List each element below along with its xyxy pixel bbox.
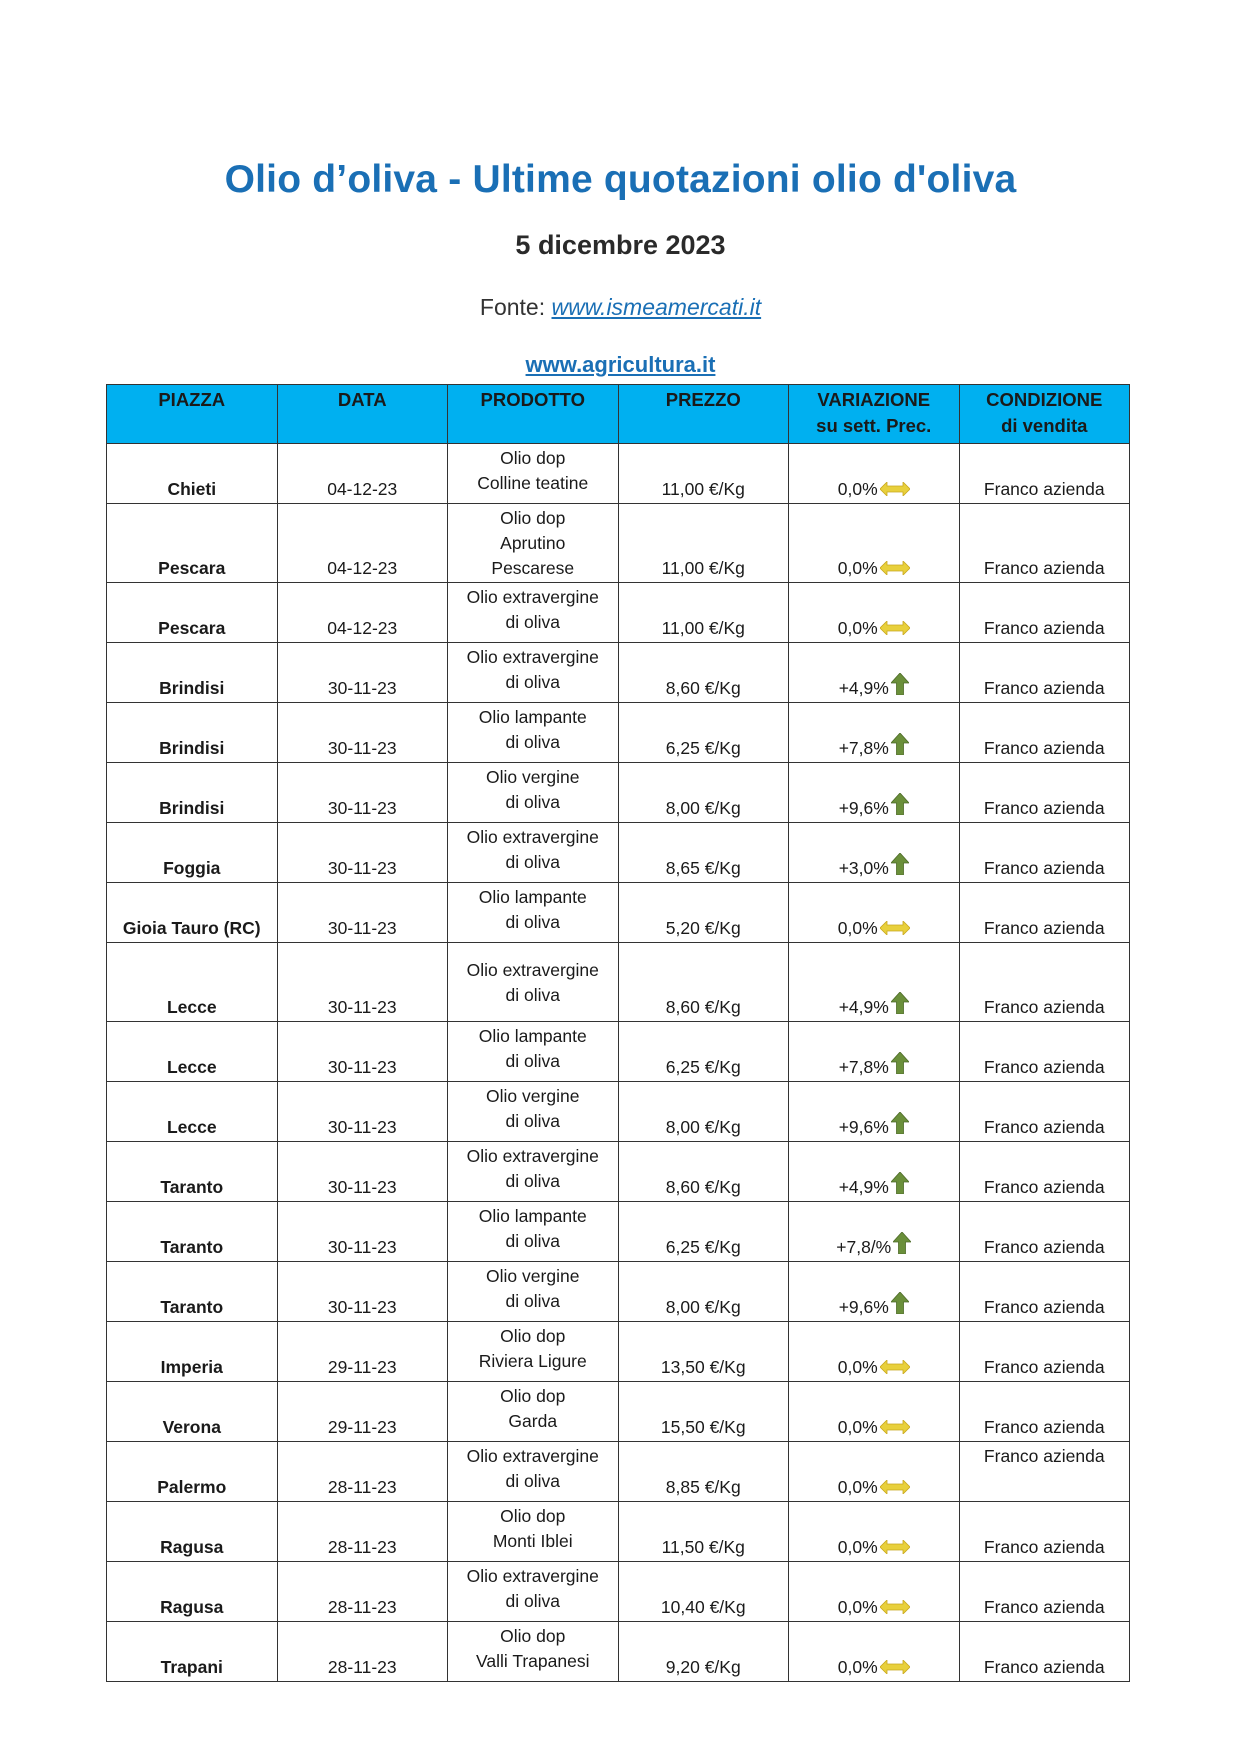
column-header-data: DATA: [277, 385, 448, 444]
double-arrow-icon: [880, 1420, 910, 1434]
cell-piazza: Lecce: [107, 943, 278, 1022]
cell-prodotto: [448, 1502, 619, 1562]
variation-text: 0,0%: [837, 1657, 878, 1677]
variation-value: [839, 1055, 909, 1080]
cell-variazione: [789, 1082, 960, 1142]
cell-prezzo: 6,25 €/Kg: [618, 1202, 789, 1262]
table-row: [107, 1262, 1130, 1322]
cell-condizione: Franco azienda: [959, 823, 1130, 883]
cell-prezzo: 8,00 €/Kg: [618, 1082, 789, 1142]
cell-prodotto: [448, 1442, 619, 1502]
cell-prodotto: [448, 643, 619, 703]
cell-variazione: [789, 504, 960, 583]
cell-prodotto: [448, 1082, 619, 1142]
variation-value: [839, 856, 909, 881]
cell-variazione: [789, 883, 960, 943]
cell-condizione: Franco azienda: [959, 1382, 1130, 1442]
cell-condizione: Franco azienda: [959, 1562, 1130, 1622]
product-line: di oliva: [505, 984, 560, 1005]
up-arrow-icon: [891, 1292, 909, 1314]
cell-prezzo: 8,85 €/Kg: [618, 1442, 789, 1502]
cell-piazza: Brindisi: [107, 643, 278, 703]
column-header-variazione: VARIAZIONE su sett. Prec.: [789, 385, 960, 444]
cell-data: 30-11-23: [277, 1022, 448, 1082]
cell-prodotto: [448, 943, 619, 1022]
report-date: 5 dicembre 2023: [515, 230, 726, 260]
cell-prezzo: 8,00 €/Kg: [618, 1262, 789, 1322]
cell-data: 30-11-23: [277, 943, 448, 1022]
double-arrow-icon: [880, 561, 910, 575]
cell-prezzo: 8,00 €/Kg: [618, 763, 789, 823]
cell-piazza: Taranto: [107, 1262, 278, 1322]
double-arrow-icon: [880, 921, 910, 935]
cell-piazza: Imperia: [107, 1322, 278, 1382]
product-line: Olio vergine: [486, 767, 580, 787]
table-row: [107, 823, 1130, 883]
product-line: Olio extravergine: [466, 587, 599, 607]
cell-variazione: [789, 1142, 960, 1202]
cell-condizione: Franco azienda: [959, 1622, 1130, 1682]
product-line: Monti Iblei: [492, 1531, 573, 1551]
cell-prodotto: [448, 763, 619, 823]
cell-variazione: [789, 1622, 960, 1682]
cell-prezzo: 6,25 €/Kg: [618, 703, 789, 763]
column-header-prodotto: PRODOTTO: [448, 385, 619, 444]
product-line: di oliva: [505, 792, 560, 812]
cell-prezzo: 11,00 €/Kg: [618, 504, 789, 583]
product-line: Garda: [508, 1411, 558, 1431]
cell-piazza: Brindisi: [107, 763, 278, 823]
cell-piazza: Ragusa: [107, 1562, 278, 1622]
variation-value: [839, 736, 909, 761]
variation-value: [838, 1415, 910, 1440]
cell-piazza: Chieti: [107, 444, 278, 504]
product-line: Olio lampante: [478, 887, 587, 907]
cell-piazza: Verona: [107, 1382, 278, 1442]
cell-piazza: Palermo: [107, 1442, 278, 1502]
variation-text: +9,6%: [838, 1297, 889, 1317]
product-line: di oliva: [505, 912, 560, 932]
variation-text: 0,0%: [837, 558, 878, 578]
table-row: [107, 943, 1130, 1022]
up-arrow-icon: [893, 1232, 911, 1254]
product-line: Aprutino: [500, 533, 566, 553]
cell-condizione: Franco azienda: [959, 1142, 1130, 1202]
cell-prezzo: 15,50 €/Kg: [618, 1382, 789, 1442]
variation-text: 0,0%: [837, 918, 878, 938]
cell-prodotto: [448, 1622, 619, 1682]
cell-condizione: Franco azienda: [959, 643, 1130, 703]
cell-piazza: Ragusa: [107, 1502, 278, 1562]
product-line: Colline teatine: [477, 473, 589, 493]
table-row: [107, 703, 1130, 763]
cell-data: 29-11-23: [277, 1322, 448, 1382]
variation-text: 0,0%: [837, 1477, 878, 1497]
double-arrow-icon: [880, 1360, 910, 1374]
product-line: Riviera Ligure: [478, 1351, 587, 1371]
product-line: Olio lampante: [478, 1206, 587, 1226]
table-row: [107, 1202, 1130, 1262]
product-line: Olio extravergine: [466, 1146, 599, 1166]
column-header-piazza: PIAZZA: [107, 385, 278, 444]
product-line: Pescarese: [491, 558, 575, 578]
cell-prezzo: 11,50 €/Kg: [618, 1502, 789, 1562]
cell-data: 04-12-23: [277, 504, 448, 583]
up-arrow-icon: [891, 1172, 909, 1194]
cell-data: 30-11-23: [277, 1142, 448, 1202]
variation-value: [838, 1655, 910, 1680]
variation-text: +7,8%: [838, 738, 889, 758]
product-line: Olio extravergine: [466, 827, 599, 847]
variation-value: [839, 995, 909, 1020]
variation-text: 0,0%: [837, 1597, 878, 1617]
table-row: [107, 1142, 1130, 1202]
cell-data: 28-11-23: [277, 1442, 448, 1502]
product-line: Olio vergine: [486, 1086, 580, 1106]
variation-text: +4,9%: [838, 678, 889, 698]
variation-value: [838, 616, 910, 641]
up-arrow-icon: [891, 1112, 909, 1134]
site-link[interactable]: www.agricultura.it: [525, 352, 716, 377]
product-line: Olio dop: [500, 448, 566, 468]
product-line: di oliva: [505, 672, 560, 692]
column-header-prezzo: PREZZO: [618, 385, 789, 444]
variation-value: [836, 1235, 911, 1260]
cell-prodotto: [448, 883, 619, 943]
cell-data: 04-12-23: [277, 444, 448, 504]
source-line: [0, 294, 1241, 321]
cell-piazza: Taranto: [107, 1202, 278, 1262]
product-line: Olio extravergine: [466, 1566, 599, 1586]
cell-data: 28-11-23: [277, 1622, 448, 1682]
cell-variazione: [789, 763, 960, 823]
double-arrow-icon: [880, 1600, 910, 1614]
product-line: Olio dop: [500, 1506, 566, 1526]
cell-data: 28-11-23: [277, 1562, 448, 1622]
cell-prezzo: 6,25 €/Kg: [618, 1022, 789, 1082]
cell-prodotto: [448, 444, 619, 504]
up-arrow-icon: [891, 673, 909, 695]
up-arrow-icon: [891, 1052, 909, 1074]
variation-value: [838, 1355, 910, 1380]
product-line: Olio extravergine: [466, 647, 599, 667]
variation-value: [839, 1175, 909, 1200]
cell-prezzo: 8,65 €/Kg: [618, 823, 789, 883]
cell-data: 30-11-23: [277, 1082, 448, 1142]
cell-variazione: [789, 583, 960, 643]
up-arrow-icon: [891, 853, 909, 875]
cell-prodotto: [448, 1562, 619, 1622]
cell-variazione: [789, 823, 960, 883]
variation-text: +9,6%: [838, 798, 889, 818]
cell-piazza: Taranto: [107, 1142, 278, 1202]
cell-prodotto: [448, 504, 619, 583]
cell-data: 29-11-23: [277, 1382, 448, 1442]
cell-data: 30-11-23: [277, 643, 448, 703]
table-row: [107, 1622, 1130, 1682]
cell-data: 30-11-23: [277, 823, 448, 883]
table-row: [107, 504, 1130, 583]
cell-piazza: Lecce: [107, 1022, 278, 1082]
table-row: [107, 883, 1130, 943]
product-line: di oliva: [505, 1291, 560, 1311]
product-line: Olio dop: [500, 1326, 566, 1346]
product-line: Olio extravergine: [466, 959, 599, 980]
cell-variazione: [789, 943, 960, 1022]
table-body: [107, 444, 1130, 1682]
cell-data: 30-11-23: [277, 1262, 448, 1322]
cell-condizione: Franco azienda: [959, 1082, 1130, 1142]
variation-text: 0,0%: [837, 618, 878, 638]
cell-condizione: Franco azienda: [959, 943, 1130, 1022]
table-row: [107, 583, 1130, 643]
product-line: Olio dop: [500, 508, 566, 528]
product-line: di oliva: [505, 1111, 560, 1131]
cell-condizione: Franco azienda: [959, 1202, 1130, 1262]
cell-condizione: Franco azienda: [959, 883, 1130, 943]
cell-condizione: Franco azienda: [959, 583, 1130, 643]
cell-prezzo: 13,50 €/Kg: [618, 1322, 789, 1382]
variation-value: [839, 796, 909, 821]
cell-prezzo: 8,60 €/Kg: [618, 643, 789, 703]
cell-prezzo: 8,60 €/Kg: [618, 1142, 789, 1202]
product-line: Olio lampante: [478, 707, 587, 727]
cell-data: 30-11-23: [277, 703, 448, 763]
product-line: Olio extravergine: [466, 1446, 599, 1466]
variation-text: +3,0%: [838, 858, 889, 878]
cell-piazza: Brindisi: [107, 703, 278, 763]
cell-condizione: Franco azienda: [959, 1442, 1130, 1502]
variation-text: 0,0%: [837, 479, 878, 499]
cell-piazza: Trapani: [107, 1622, 278, 1682]
table-row: [107, 1322, 1130, 1382]
table-row: [107, 1382, 1130, 1442]
product-line: Valli Trapanesi: [476, 1651, 590, 1671]
product-line: di oliva: [505, 1591, 560, 1611]
double-arrow-icon: [880, 1660, 910, 1674]
double-arrow-icon: [880, 482, 910, 496]
variation-value: [838, 477, 910, 502]
column-header-condizione: CONDIZIONE di vendita: [959, 385, 1130, 444]
cell-piazza: Gioia Tauro (RC): [107, 883, 278, 943]
cell-piazza: Lecce: [107, 1082, 278, 1142]
up-arrow-icon: [891, 992, 909, 1014]
cell-piazza: Pescara: [107, 504, 278, 583]
cell-variazione: [789, 1562, 960, 1622]
table-row: [107, 1502, 1130, 1562]
variation-text: 0,0%: [837, 1357, 878, 1377]
double-arrow-icon: [880, 1540, 910, 1554]
cell-data: 30-11-23: [277, 883, 448, 943]
product-line: di oliva: [505, 1471, 560, 1491]
cell-condizione: Franco azienda: [959, 1262, 1130, 1322]
site-line: [0, 352, 1241, 378]
table-row: [107, 643, 1130, 703]
cell-variazione: [789, 1022, 960, 1082]
cell-prodotto: [448, 1142, 619, 1202]
table-row: [107, 1022, 1130, 1082]
variation-value: [839, 676, 909, 701]
table-row: [107, 1442, 1130, 1502]
cell-variazione: [789, 1202, 960, 1262]
cell-piazza: Foggia: [107, 823, 278, 883]
cell-prodotto: [448, 1322, 619, 1382]
variation-value: [838, 1595, 910, 1620]
variation-text: +9,6%: [838, 1117, 889, 1137]
product-line: di oliva: [505, 1051, 560, 1071]
variation-text: +4,9%: [838, 997, 889, 1017]
cell-condizione: Franco azienda: [959, 703, 1130, 763]
cell-prodotto: [448, 1382, 619, 1442]
cell-condizione: Franco azienda: [959, 444, 1130, 504]
table-header-row: [107, 385, 1130, 444]
variation-text: +4,9%: [838, 1177, 889, 1197]
cell-variazione: [789, 1442, 960, 1502]
cell-data: 30-11-23: [277, 763, 448, 823]
product-line: di oliva: [505, 852, 560, 872]
variation-value: [839, 1295, 909, 1320]
quotes-table: [106, 384, 1130, 1682]
cell-condizione: Franco azienda: [959, 1322, 1130, 1382]
cell-condizione: Franco azienda: [959, 763, 1130, 823]
product-line: di oliva: [505, 1171, 560, 1191]
cell-piazza: Pescara: [107, 583, 278, 643]
product-line: Olio dop: [500, 1626, 566, 1646]
source-label: Fonte:: [479, 294, 546, 320]
cell-data: 30-11-23: [277, 1202, 448, 1262]
variation-value: [838, 1535, 910, 1560]
product-line: Olio lampante: [478, 1026, 587, 1046]
cell-variazione: [789, 1322, 960, 1382]
product-line: di oliva: [505, 612, 560, 632]
variation-value: [838, 1475, 910, 1500]
variation-value: [838, 916, 910, 941]
cell-prodotto: [448, 1022, 619, 1082]
product-line: Olio dop: [500, 1386, 566, 1406]
up-arrow-icon: [891, 733, 909, 755]
table-row: [107, 444, 1130, 504]
cell-prodotto: [448, 1202, 619, 1262]
double-arrow-icon: [880, 1480, 910, 1494]
source-link[interactable]: www.ismeamercati.it: [551, 294, 762, 320]
cell-prezzo: 11,00 €/Kg: [618, 583, 789, 643]
cell-prezzo: 8,60 €/Kg: [618, 943, 789, 1022]
cell-condizione: Franco azienda: [959, 1502, 1130, 1562]
cell-prezzo: 11,00 €/Kg: [618, 444, 789, 504]
table-row: [107, 1562, 1130, 1622]
cell-variazione: [789, 703, 960, 763]
cell-prodotto: [448, 703, 619, 763]
cell-data: 28-11-23: [277, 1502, 448, 1562]
variation-text: +7,8/%: [836, 1237, 892, 1257]
variation-text: +7,8%: [838, 1057, 889, 1077]
table-row: [107, 1082, 1130, 1142]
cell-variazione: [789, 1262, 960, 1322]
cell-prezzo: 10,40 €/Kg: [618, 1562, 789, 1622]
cell-prezzo: 5,20 €/Kg: [618, 883, 789, 943]
product-line: di oliva: [505, 732, 560, 752]
page-title: Olio d’oliva - Ultime quotazioni olio d'oliva: [224, 158, 1017, 201]
cell-prodotto: [448, 823, 619, 883]
cell-prodotto: [448, 583, 619, 643]
cell-prezzo: 9,20 €/Kg: [618, 1622, 789, 1682]
double-arrow-icon: [880, 621, 910, 635]
table-row: [107, 763, 1130, 823]
cell-variazione: [789, 1502, 960, 1562]
up-arrow-icon: [891, 793, 909, 815]
cell-variazione: [789, 444, 960, 504]
cell-variazione: [789, 1382, 960, 1442]
cell-prodotto: [448, 1262, 619, 1322]
variation-value: [838, 556, 910, 581]
cell-data: 04-12-23: [277, 583, 448, 643]
variation-text: 0,0%: [837, 1537, 878, 1557]
variation-text: 0,0%: [837, 1417, 878, 1437]
cell-condizione: Franco azienda: [959, 504, 1130, 583]
product-line: Olio vergine: [486, 1266, 580, 1286]
cell-condizione: Franco azienda: [959, 1022, 1130, 1082]
product-line: di oliva: [505, 1231, 560, 1251]
cell-variazione: [789, 643, 960, 703]
variation-value: [839, 1115, 909, 1140]
